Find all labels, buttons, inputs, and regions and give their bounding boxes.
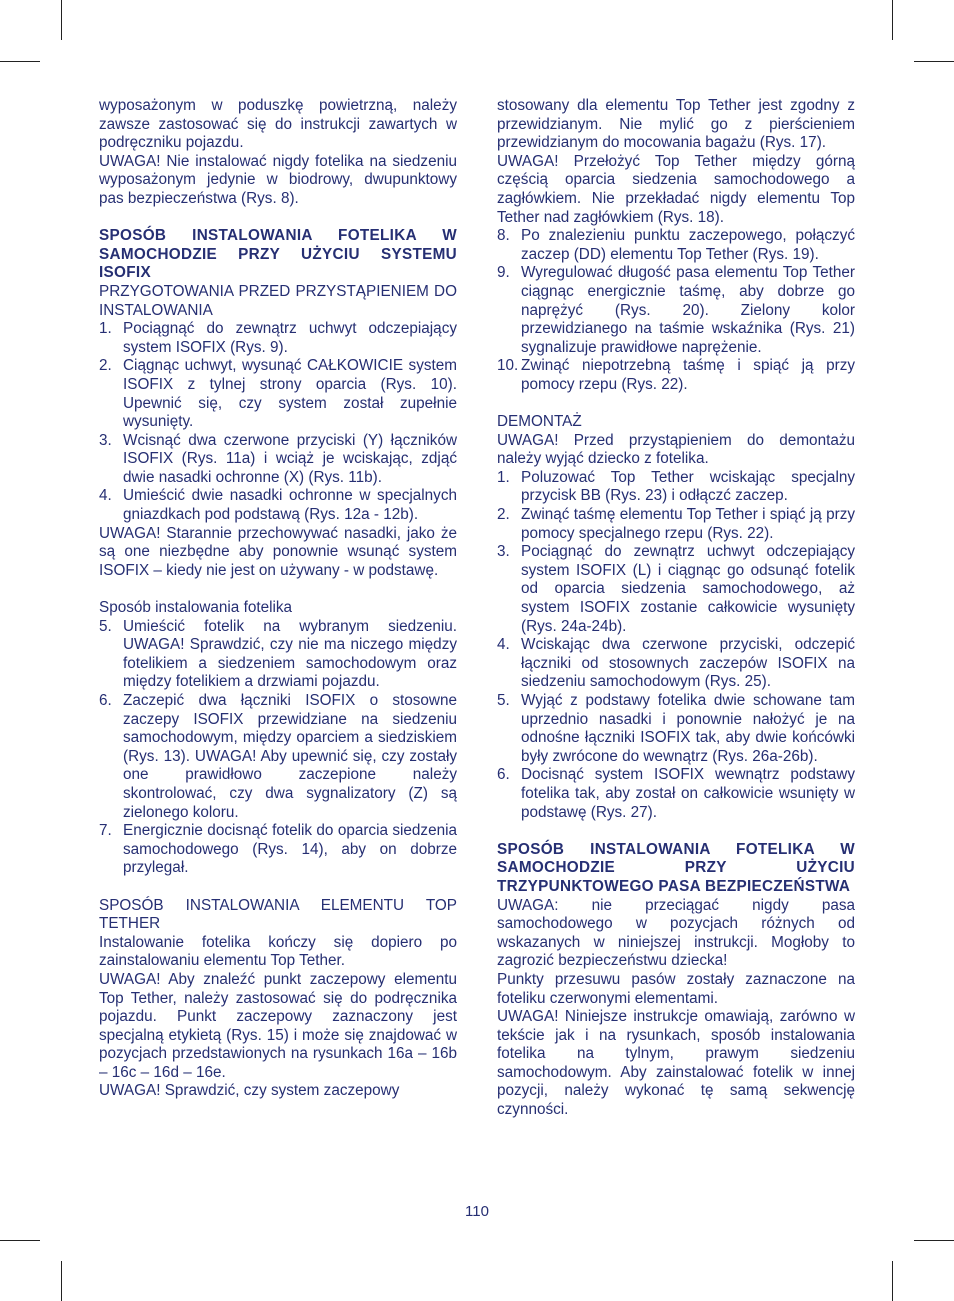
subsection-title: SPOSÓB INSTALOWANIA ELEMENTU TOP TETHER [99,896,457,933]
removal-steps-list [497,469,855,822]
step-number: 8. [497,227,510,245]
step-number: 6. [497,766,510,784]
warning-paragraph: UWAGA! Sprawdzić, czy system zaczepowy [99,1082,400,1100]
step-number: 6. [99,692,112,709]
list-item [497,506,855,543]
list-item [99,357,457,431]
step-text: Zwinąć niepotrzebną taśmę i spiąć ją przy pomocy rzepu (Rys. 22). [521,357,855,393]
step-number: 10. [497,357,519,375]
step-number: 1. [99,320,112,338]
list-item [99,692,457,822]
list-item [497,357,855,394]
page-number: 110 [465,1203,489,1220]
list-item [99,618,457,692]
step-number: 3. [497,543,510,561]
crop-mark [61,1261,62,1301]
paragraph: Instalowanie fotelika kończy się dopiero po zainstalowaniu elementu Top Tether. [99,933,457,970]
step-text: Pociągnąć do zewnątrz uchwyt odczepiający system ISOFIX (Rys. 9). [123,320,457,356]
step-text: Zwinąć taśmę elementu Top Tether i spiąć ją przy pomocy specjalnego rzepu (Rys. 22). [521,506,855,542]
list-item [497,636,855,692]
subsection-title: PRZYGOTOWANIA PRZED PRZYSTĄPIENIEM DO INSTALOWANIA [99,282,457,319]
step-number: 4. [99,487,112,505]
section-heading-belt: SPOSÓB INSTALOWANIA FOTELIKA W SAMOCHODZIE PRZY UŻYCIU TRZYPUNKTOWEGO PASA BEZPIECZEŃSTWA [497,840,855,895]
step-number: 2. [497,506,510,524]
step-number: 7. [99,822,112,840]
step-text: Wyregulować długość pasa elementu Top Tether ciągnąc energicznie taśmę, aby dobrze go naprężyć (Rys. 20). Zielony kolor przewidzianego na taśmie wskaźnika (Rys. 21) sygnalizuje prawidłowe naprężenie. [521,264,855,356]
warning-paragraph: UWAGA! Przed przystąpieniem do demontażu należy wyjąć dziecko z fotelika. [497,431,855,468]
step-number: 1. [497,468,510,486]
warning-paragraph: UWAGA! Aby znaleźć punkt zaczepowy elementu Top Tether, należy zastosować się do podręcznika pojazdu. Punkt zaczepowy zaznaczony jest specjalną etykietą (Rys. 15) i może się znajdować w pozycjach przedstawionych na rysunkach 16a – 16b – 16c – 16d – 16e. [99,970,457,1081]
list-item [497,264,855,357]
list-item [99,432,457,488]
warning-paragraph: UWAGA: nie przeciągać nigdy pasa samochodowego w pozycjach różnych od wskazanych w niniejszej instrukcji. Mogłoby to zagrozić bezpieczeństwu dziecka! [497,896,855,970]
list-item [497,469,855,506]
step-text: Ciągnąc uchwyt, wysunąć CAŁKOWICIE system ISOFIX z tylnej strony oparcia (Rys. 10). Upewnić się, czy system został zupełnie wysunięty. [123,357,457,431]
list-item [99,320,457,357]
list-item [99,822,457,878]
step-number: 5. [497,692,510,709]
paragraph: stosowany dla elementu Top Tether jest zgodny z przewidzianym. Nie mylić go z pierścieniem przewidzianym do mocowania bagażu (Rys. 17). [497,97,855,152]
list-item [99,487,457,524]
step-number: 2. [99,357,112,375]
list-item [497,543,855,636]
step-text: Docisnąć system ISOFIX wewnątrz podstawy fotelika tak, aby został on całkowicie wsunięty w podstawę (Rys. 27). [521,766,855,821]
step-text: Wcisnąć dwa czerwone przyciski (Y) łączników ISOFIX (Rys. 11a) i wciąż je wciskając, zdjąć dwie nasadki ochronne (X) (Rys. 11b). [123,431,457,486]
step-text: Wciskając dwa czerwone przyciski, odczepić łączniki od stosownych zaczepów ISOFIX na siedzeniu samochodowym (Rys. 25). [521,636,855,691]
step-text: Zaczepić dwa łączniki ISOFIX o stosowne zaczepy ISOFIX przewidziane na siedzeniu samochodowym, między oparciem a siedziskiem (Rys. 13). UWAGA! Aby upewnić się, czy zostały one prawidłowo zaczepione należy skontrolować, czy dwa sygnalizatory (Z) są zielonego koloru. [123,692,457,821]
crop-mark [892,0,893,40]
list-item [497,692,855,766]
warning-paragraph: UWAGA! Niniejsze instrukcje omawiają, zarówno w tekście jak i na rysunkach, sposób instalowania fotelika na tylnym, prawym siedzeniu samochodowym. Aby zainstalować fotelik w innej pozycji, należy wykonać tę samą sekwencję czynności. [497,1008,855,1119]
left-column [99,97,457,1101]
step-number: 4. [497,636,510,654]
step-number: 9. [497,264,510,282]
crop-mark [892,1261,893,1301]
step-text: Energicznie docisnąć fotelik do oparcia siedzenia samochodowego (Rys. 14), aby on dobrze przylegał. [123,822,457,877]
install-steps-list [99,618,457,878]
crop-mark [914,61,954,62]
tether-steps-list [497,227,855,394]
step-text: Pociągnąć do zewnątrz uchwyt odczepiający system ISOFIX (L) i ciągnąc go odsunąć fotelik od oparcia siedzenia samochodowego, aż system ISOFIX zostanie całkowicie wysunięty (Rys. 24a-24b). [521,543,855,635]
paragraph: wyposażonym w poduszkę powietrzną, należy zawsze zastosować się do instrukcji zawartych w podręczniku pojazdu. [99,97,457,152]
list-item [497,766,855,822]
step-text: Wyjąć z podstawy fotelika dwie schowane tam uprzednio nasadki i ponownie nałożyć je na odnośne łączniki ISOFIX tak, aby dwie końcówki były zwrócone do wewnątrz (Rys. 26a-26b). [521,692,855,765]
subsection-title: Sposób instalowania fotelika [99,599,293,617]
step-text: Umieścić fotelik na wybranym siedzeniu. UWAGA! Sprawdzić, czy nie ma niczego między fotelikiem a siedzeniem samochodowym oraz między fotelikiem a drzwiami pojazdu. [123,617,457,691]
step-text: Po znalezieniu punktu zaczepowego, połączyć zaczep (DD) elementu Top Tether (Rys. 19). [521,227,855,263]
crop-mark [0,1240,40,1241]
right-column [497,97,855,1120]
crop-mark [61,0,62,40]
crop-mark [0,61,40,62]
subsection-title: DEMONTAŻ [497,413,582,431]
paragraph: Punkty przesuwu pasów zostały zaznaczone na foteliku czerwonymi elementami. [497,970,855,1007]
warning-paragraph: UWAGA! Starannie przechowywać nasadki, jako że są one niezbędne aby ponownie wsunąć system ISOFIX – kiedy nie jest on używany - w podstawę. [99,524,457,579]
list-item [497,227,855,264]
crop-mark [914,1240,954,1241]
step-number: 3. [99,431,112,449]
step-text: Umieścić dwie nasadki ochronne w specjalnych gniazdkach pod podstawą (Rys. 12a - 12b). [123,487,457,524]
warning-paragraph: UWAGA! Nie instalować nigdy fotelika na siedzeniu wyposażonym jedynie w biodrowy, dwupunktowy pas bezpieczeństwa (Rys. 8). [99,152,457,207]
warning-paragraph: UWAGA! Przełożyć Top Tether między górną częścią oparcia siedzenia samochodowego a zagłówkiem. Nie przekładać nigdy elementu Top Tether nad zagłówkiem (Rys. 18). [497,152,855,226]
step-number: 5. [99,617,112,635]
prep-steps-list [99,320,457,525]
section-heading-isofix: SPOSÓB INSTALOWANIA FOTELIKA W SAMOCHODZIE PRZY UŻYCIU SYSTEMU ISOFIX [99,227,457,282]
step-text: Poluzować Top Tether wciskając specjalny przycisk BB (Rys. 23) i odłączć zaczep. [521,468,855,505]
